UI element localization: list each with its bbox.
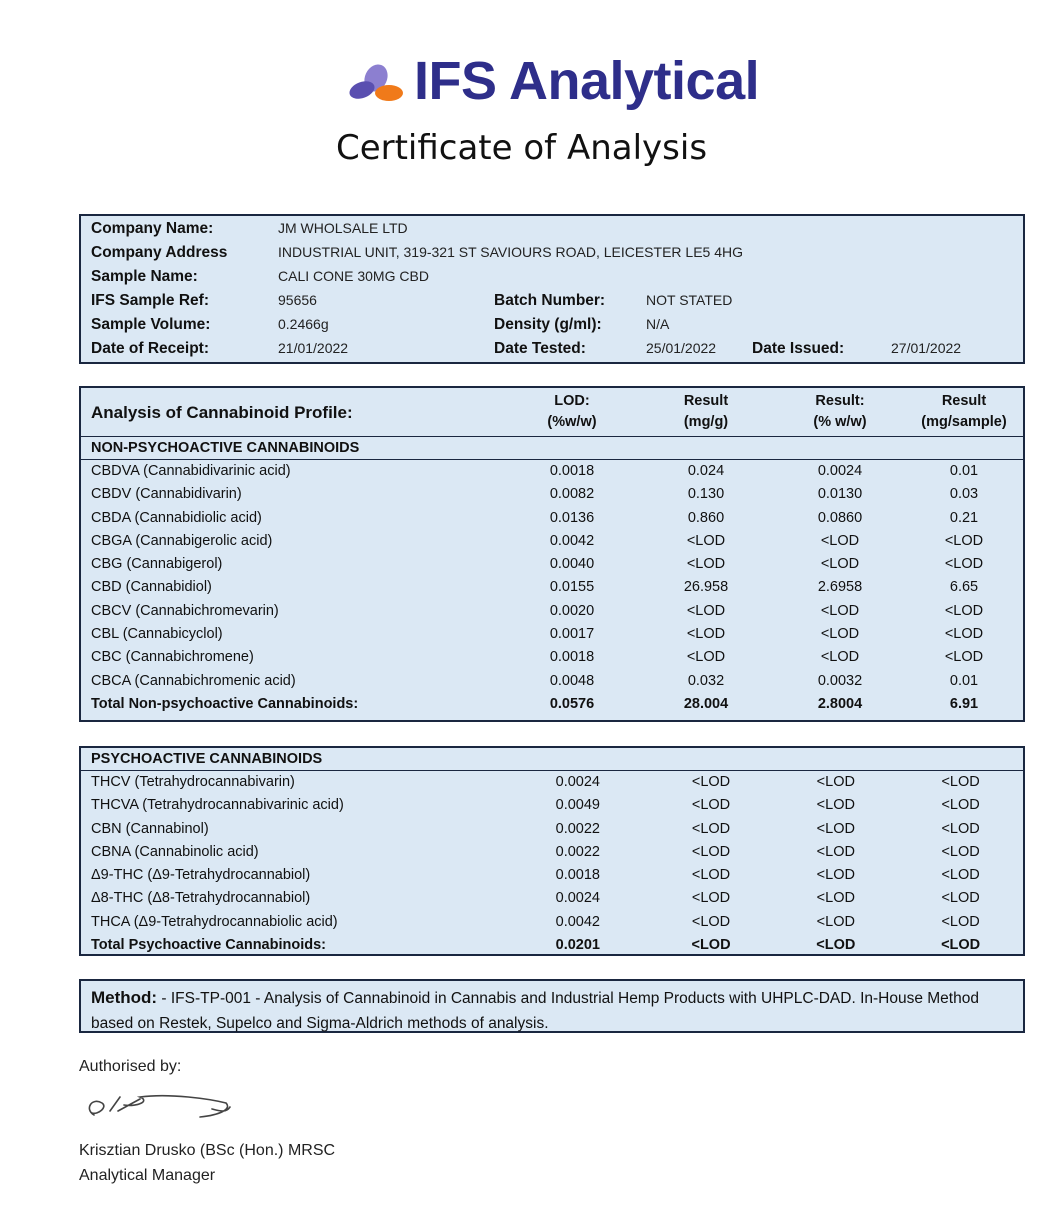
- psy-rows: [81, 771, 1023, 958]
- method-label: Method:: [91, 988, 158, 1007]
- company-logo: [346, 50, 759, 112]
- logo-text: IFS Analytical: [414, 51, 760, 111]
- result-sample-cell: <LOD: [941, 797, 980, 814]
- result-pct-cell: 2.8004: [817, 695, 863, 712]
- lod-cell: 0.0082: [549, 486, 595, 503]
- result-pct-cell: 2.6958: [817, 579, 863, 596]
- document-title: Certificate of Analysis: [335, 128, 708, 168]
- table-row: [81, 646, 1023, 669]
- sample-ref-value: 95656: [278, 292, 317, 308]
- lod-cell: 0.0022: [555, 820, 600, 837]
- company-name-label: Company Name:: [91, 220, 214, 237]
- psy-section-title: PSYCHOACTIVE CANNABINOIDS: [81, 748, 1023, 771]
- cannabinoid-name-cell: CBG (Cannabigerol): [91, 556, 223, 573]
- result-mgg-cell: <LOD: [691, 890, 731, 907]
- result-sample-cell: <LOD: [941, 890, 980, 907]
- result-sample-cell: <LOD: [941, 843, 980, 860]
- result-pct-cell: 0.0860: [817, 509, 863, 526]
- volume-label: Sample Volume:: [91, 316, 211, 333]
- cannabinoid-name-cell: Δ9-THC (Δ9-Tetrahydrocannabiol): [91, 867, 311, 884]
- cannabinoid-name-cell: CBDA (Cannabidiolic acid): [91, 509, 262, 526]
- result-pct-cell: 0.0032: [817, 672, 863, 689]
- result-pct-cell: 0.0130: [817, 486, 863, 503]
- col-mgg-line2: (mg/g): [683, 414, 729, 430]
- lod-cell: 0.0018: [549, 649, 595, 666]
- result-sample-cell: 0.01: [949, 672, 979, 689]
- sample-info-panel: [79, 214, 1025, 364]
- result-sample-cell: 6.65: [949, 579, 979, 596]
- result-pct-cell: 0.0024: [817, 463, 863, 479]
- table-row: [81, 864, 1023, 887]
- result-pct-cell: <LOD: [820, 556, 860, 573]
- result-pct-cell: <LOD: [816, 937, 856, 954]
- result-mgg-cell: 0.024: [687, 463, 725, 479]
- col-sample-line1: Result: [941, 393, 987, 409]
- result-mgg-cell: 26.958: [683, 579, 729, 596]
- cannabinoid-name-cell: THCA (Δ9-Tetrahydrocannabiolic acid): [91, 913, 338, 930]
- cannabinoid-name-cell: Δ8-THC (Δ8-Tetrahydrocannabiol): [91, 890, 311, 907]
- result-sample-cell: 0.01: [949, 463, 979, 479]
- issued-value: 27/01/2022: [891, 340, 962, 356]
- table-row: [81, 576, 1023, 599]
- cannabinoid-name-cell: CBGA (Cannabigerolic acid): [91, 532, 273, 549]
- density-value: N/A: [646, 316, 670, 332]
- cannabinoid-profile-panel: [79, 386, 1025, 722]
- tested-value: 25/01/2022: [646, 340, 717, 356]
- batch-label: Batch Number:: [494, 292, 606, 309]
- cannabinoid-name-cell: THCVA (Tetrahydrocannabivarinic acid): [91, 797, 344, 814]
- table-header-row: [81, 388, 1023, 437]
- table-row: [81, 553, 1023, 576]
- tested-label: Date Tested:: [494, 340, 586, 357]
- lod-cell: 0.0022: [555, 843, 600, 860]
- result-sample-cell: <LOD: [944, 649, 984, 666]
- sample-ref-row: [91, 292, 1023, 316]
- company-name-row: [91, 220, 1023, 244]
- cannabinoid-name-cell: CBCV (Cannabichromevarin): [91, 602, 279, 619]
- receipt-value: 21/01/2022: [278, 340, 349, 356]
- result-sample-cell: <LOD: [941, 867, 980, 884]
- table-row: [81, 818, 1023, 841]
- result-mgg-cell: <LOD: [686, 626, 726, 643]
- receipt-label: Date of Receipt:: [91, 340, 209, 357]
- lod-cell: 0.0048: [549, 672, 595, 689]
- lod-cell: 0.0042: [549, 532, 595, 549]
- ifs-logo-icon: [346, 56, 406, 106]
- psychoactive-table: [81, 748, 1023, 957]
- lod-cell: 0.0024: [555, 890, 600, 907]
- result-sample-cell: <LOD: [941, 774, 980, 790]
- section-header-row: [81, 748, 1023, 771]
- volume-value: 0.2466g: [278, 316, 329, 332]
- method-text: - IFS-TP-001 - Analysis of Cannabinoid in Cannabis and Industrial Hemp Products with UHPLC-DAD. In-House Method based on Restek, Supelco and Sigma-Aldrich methods of analysis.: [91, 990, 979, 1032]
- cannabinoid-name-cell: CBCA (Cannabichromenic acid): [91, 672, 296, 689]
- total-row: [81, 934, 1023, 957]
- table-row: [81, 600, 1023, 623]
- result-pct-cell: <LOD: [816, 913, 855, 930]
- section-header-row: [81, 437, 1023, 460]
- result-sample-cell: <LOD: [941, 820, 980, 837]
- result-sample-cell: 0.03: [949, 486, 979, 503]
- sample-name-row: [91, 268, 1023, 292]
- result-mgg-cell: <LOD: [686, 649, 726, 666]
- cannabinoid-name-cell: CBN (Cannabinol): [91, 820, 209, 837]
- total-row: [81, 693, 1023, 716]
- lod-cell: 0.0018: [555, 867, 600, 884]
- result-sample-cell: 0.21: [949, 509, 979, 526]
- company-name-value: JM WHOLSALE LTD: [278, 220, 408, 236]
- result-pct-cell: <LOD: [820, 649, 860, 666]
- col-sample-line2: (mg/sample): [921, 414, 1007, 430]
- lod-cell: 0.0042: [555, 913, 600, 930]
- result-pct-cell: <LOD: [816, 820, 855, 837]
- result-sample-cell: <LOD: [944, 626, 984, 643]
- density-label: Density (g/ml):: [494, 316, 602, 333]
- lod-cell: 0.0024: [555, 774, 600, 790]
- result-pct-cell: <LOD: [816, 867, 855, 884]
- batch-value: NOT STATED: [646, 292, 733, 308]
- result-pct-cell: <LOD: [820, 532, 860, 549]
- method-panel: [79, 979, 1025, 1033]
- col-pct-header: [775, 388, 905, 437]
- result-sample-cell: 6.91: [949, 695, 979, 712]
- col-pct-line2: (% w/w): [813, 414, 867, 430]
- col-lod-header: [507, 388, 637, 437]
- dates-row: [91, 340, 1023, 364]
- cannabinoid-name-cell: CBNA (Cannabinolic acid): [91, 843, 259, 860]
- result-mgg-cell: 28.004: [683, 695, 729, 712]
- result-pct-cell: <LOD: [816, 890, 855, 907]
- cannabinoid-name-cell: Total Non-psychoactive Cannabinoids:: [91, 695, 359, 712]
- issued-label: Date Issued:: [752, 340, 845, 357]
- table-row: [81, 530, 1023, 553]
- table-row: [81, 670, 1023, 693]
- result-mgg-cell: 0.032: [687, 672, 725, 689]
- sample-name-value: CALI CONE 30MG CBD: [278, 268, 429, 284]
- cannabinoid-name-cell: CBDV (Cannabidivarin): [91, 486, 242, 503]
- result-mgg-cell: <LOD: [686, 532, 726, 549]
- nonpsy-rows: [81, 460, 1023, 717]
- table-row: [81, 507, 1023, 530]
- company-address-row: [91, 244, 1023, 268]
- result-mgg-cell: 0.860: [687, 509, 725, 526]
- result-mgg-cell: <LOD: [691, 797, 731, 814]
- result-mgg-cell: 0.130: [687, 486, 725, 503]
- psychoactive-panel: [79, 746, 1025, 956]
- table-row: [81, 911, 1023, 934]
- result-mgg-cell: <LOD: [691, 867, 731, 884]
- company-address-value: INDUSTRIAL UNIT, 319-321 ST SAVIOURS ROAD, LEICESTER LE5 4HG: [278, 244, 743, 260]
- result-pct-cell: <LOD: [820, 626, 860, 643]
- lod-cell: 0.0155: [549, 579, 595, 596]
- lod-cell: 0.0017: [549, 626, 595, 643]
- result-mgg-cell: <LOD: [691, 774, 731, 790]
- result-mgg-cell: <LOD: [691, 843, 731, 860]
- cannabinoid-name-cell: CBL (Cannabicyclol): [91, 626, 223, 643]
- company-address-label: Company Address: [91, 244, 228, 261]
- result-mgg-cell: <LOD: [691, 913, 731, 930]
- lod-cell: 0.0020: [549, 602, 595, 619]
- result-mgg-cell: <LOD: [686, 556, 726, 573]
- result-mgg-cell: <LOD: [691, 820, 731, 837]
- col-sample-header: [905, 388, 1023, 437]
- table-row: [81, 483, 1023, 506]
- nonpsychoactive-table: [81, 388, 1023, 716]
- result-mgg-cell: <LOD: [691, 937, 731, 954]
- lod-cell: 0.0576: [549, 695, 595, 712]
- cannabinoid-name-cell: CBC (Cannabichromene): [91, 649, 254, 666]
- table-row: [81, 623, 1023, 646]
- signature-image: [80, 1085, 240, 1125]
- result-pct-cell: <LOD: [816, 774, 855, 790]
- volume-row: [91, 316, 1023, 340]
- sample-name-label: Sample Name:: [91, 268, 198, 285]
- cannabinoid-name-cell: Total Psychoactive Cannabinoids:: [91, 937, 327, 954]
- table-row: [81, 841, 1023, 864]
- lod-cell: 0.0201: [555, 937, 600, 954]
- result-sample-cell: <LOD: [944, 602, 984, 619]
- table-row: [81, 460, 1023, 484]
- table-row: [81, 887, 1023, 910]
- signatory-role: Analytical Manager: [79, 1167, 216, 1184]
- result-sample-cell: <LOD: [944, 532, 984, 549]
- sample-ref-label: IFS Sample Ref:: [91, 292, 209, 309]
- result-sample-cell: <LOD: [941, 937, 981, 954]
- cannabinoid-name-cell: CBDVA (Cannabidivarinic acid): [91, 463, 291, 479]
- lod-cell: 0.0040: [549, 556, 595, 573]
- table-row: [81, 771, 1023, 795]
- lod-cell: 0.0049: [555, 797, 600, 814]
- result-pct-cell: <LOD: [816, 797, 855, 814]
- col-mgg-line1: Result: [683, 393, 729, 409]
- cannabinoid-name-cell: CBD (Cannabidiol): [91, 579, 212, 596]
- result-pct-cell: <LOD: [820, 602, 860, 619]
- col-pct-line1: Result:: [815, 393, 865, 409]
- table-row: [81, 794, 1023, 817]
- result-sample-cell: <LOD: [944, 556, 984, 573]
- result-pct-cell: <LOD: [816, 843, 855, 860]
- cannabinoid-name-cell: THCV (Tetrahydrocannabivarin): [91, 774, 295, 790]
- lod-cell: 0.0136: [549, 509, 595, 526]
- col-lod-line2: (%w/w): [547, 414, 597, 430]
- col-lod-line1: LOD:: [554, 393, 590, 409]
- result-sample-cell: <LOD: [941, 913, 980, 930]
- authorised-label: Authorised by:: [79, 1058, 182, 1075]
- nonpsy-section-title: NON-PSYCHOACTIVE CANNABINOIDS: [81, 437, 1023, 460]
- result-mgg-cell: <LOD: [686, 602, 726, 619]
- col-mgg-header: [637, 388, 775, 437]
- signatory-name: Krisztian Drusko (BSc (Hon.) MRSC: [79, 1142, 336, 1159]
- lod-cell: 0.0018: [549, 463, 595, 479]
- profile-title: Analysis of Cannabinoid Profile:: [91, 402, 353, 422]
